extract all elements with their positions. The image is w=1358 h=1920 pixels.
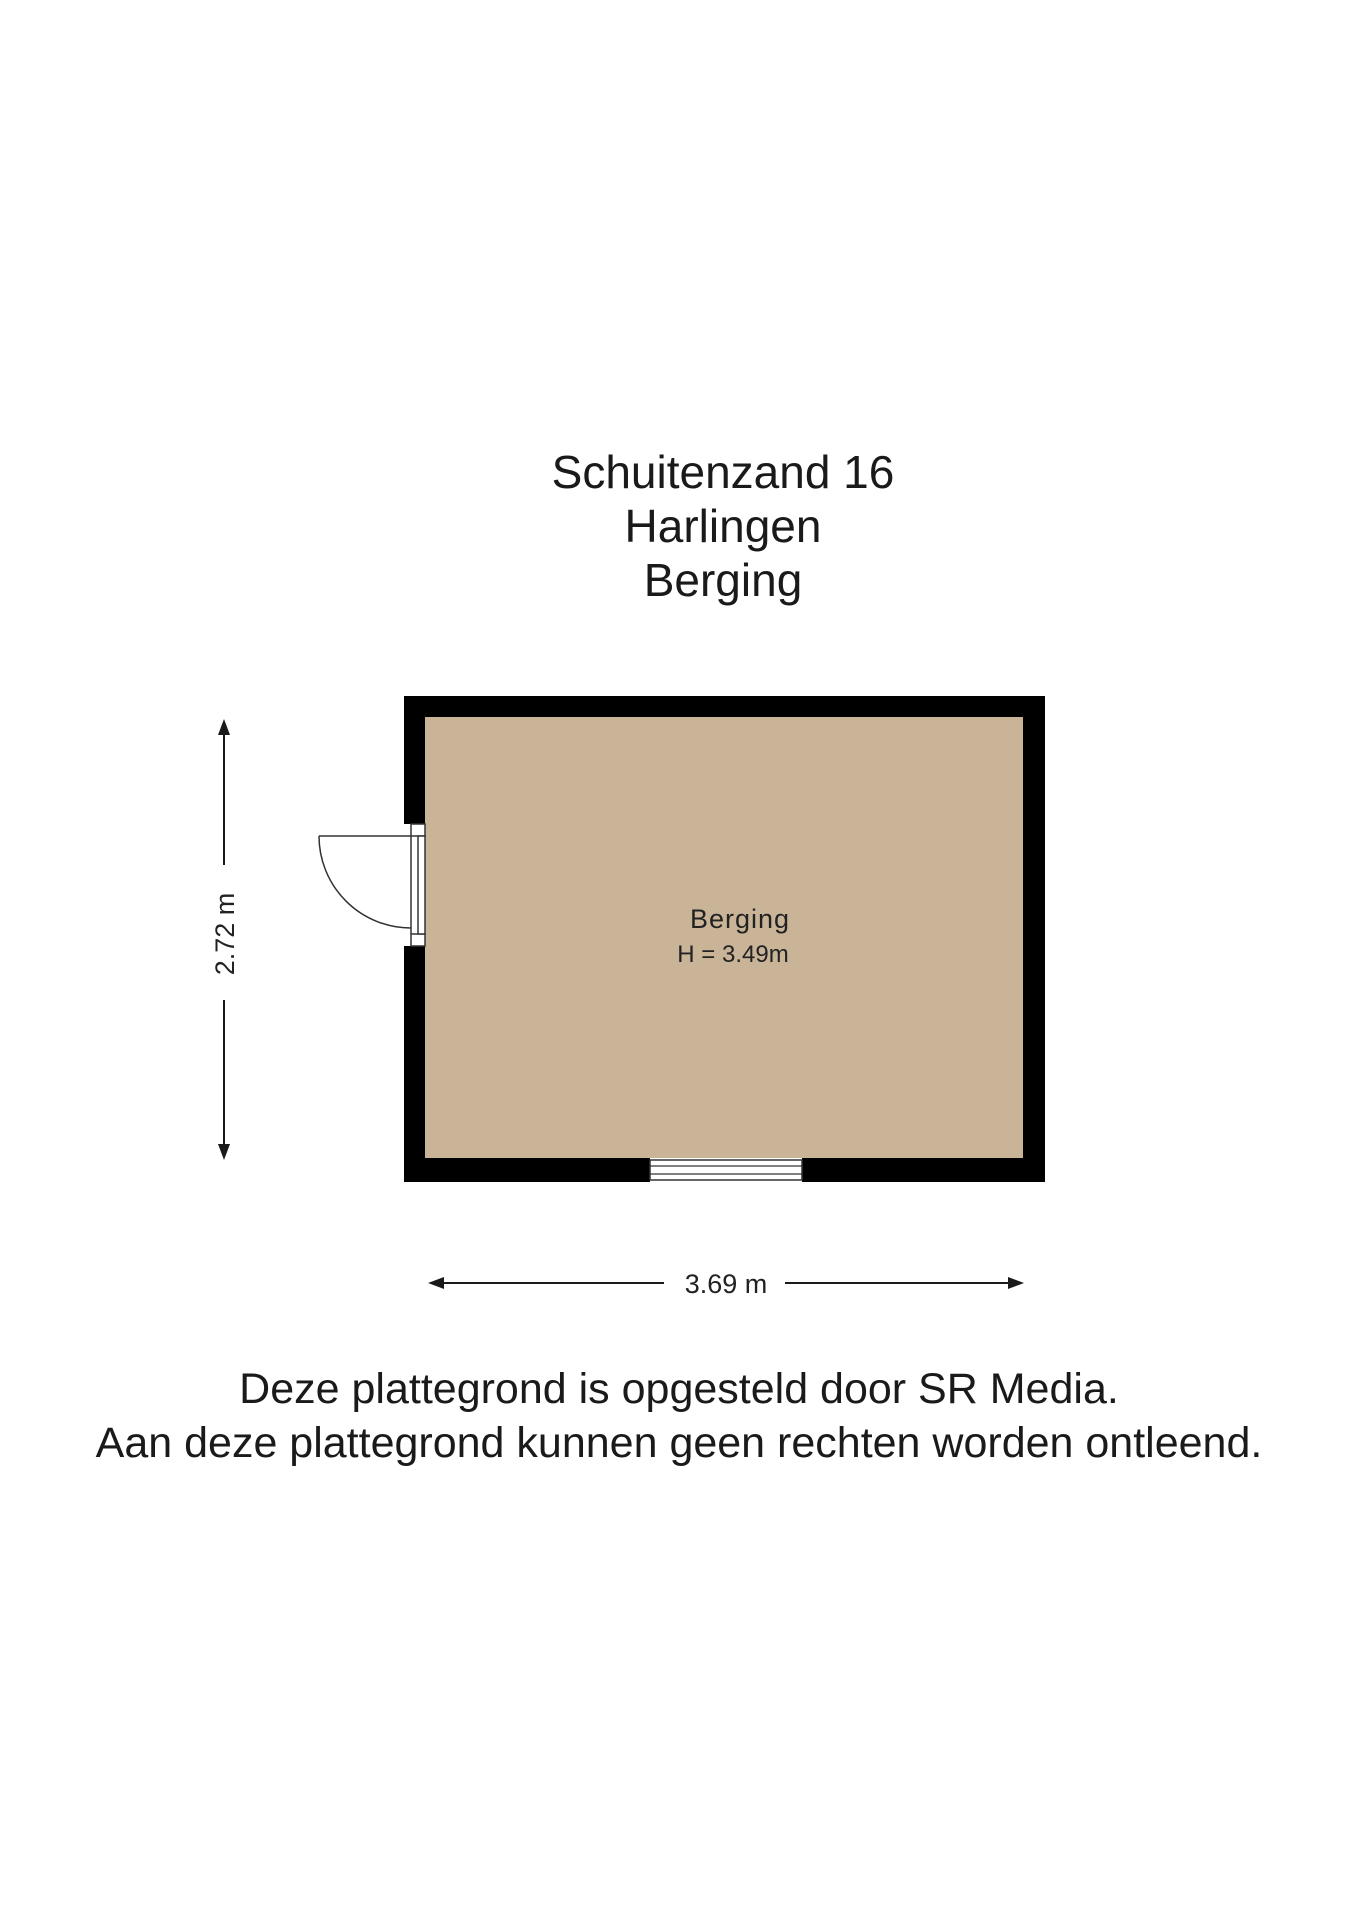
room-height-label: H = 3.49m bbox=[677, 941, 789, 968]
arrow-left-icon bbox=[428, 1277, 444, 1289]
wall-bottom-left bbox=[404, 1158, 650, 1182]
wall-left-lower bbox=[404, 946, 425, 1182]
room-floor bbox=[425, 717, 1023, 1158]
floor-title: Berging bbox=[643, 554, 803, 606]
disclaimer-line-1: Deze plattegrond is opgesteld door SR Media. bbox=[239, 1365, 1119, 1413]
width-dimension bbox=[428, 1269, 1024, 1299]
window bbox=[650, 1160, 802, 1180]
wall-right bbox=[1023, 696, 1045, 1182]
door bbox=[319, 824, 425, 946]
wall-left-upper bbox=[404, 696, 425, 824]
room-name-label: Berging bbox=[689, 904, 791, 934]
city-title: Harlingen bbox=[624, 500, 822, 552]
arrow-right-icon bbox=[1008, 1277, 1024, 1289]
wall-bottom-right bbox=[802, 1158, 1045, 1182]
arrow-up-icon bbox=[218, 719, 230, 735]
width-label: 3.69 m bbox=[684, 1269, 768, 1299]
depth-label: 2.72 m bbox=[210, 892, 240, 976]
disclaimer bbox=[0, 1362, 1358, 1470]
address-title: Schuitenzand 16 bbox=[551, 446, 895, 498]
depth-dimension bbox=[210, 719, 240, 1160]
wall-top bbox=[404, 696, 1045, 717]
disclaimer-line-2: Aan deze plattegrond kunnen geen rechten worden ontleend. bbox=[95, 1419, 1263, 1467]
arrow-down-icon bbox=[218, 1144, 230, 1160]
